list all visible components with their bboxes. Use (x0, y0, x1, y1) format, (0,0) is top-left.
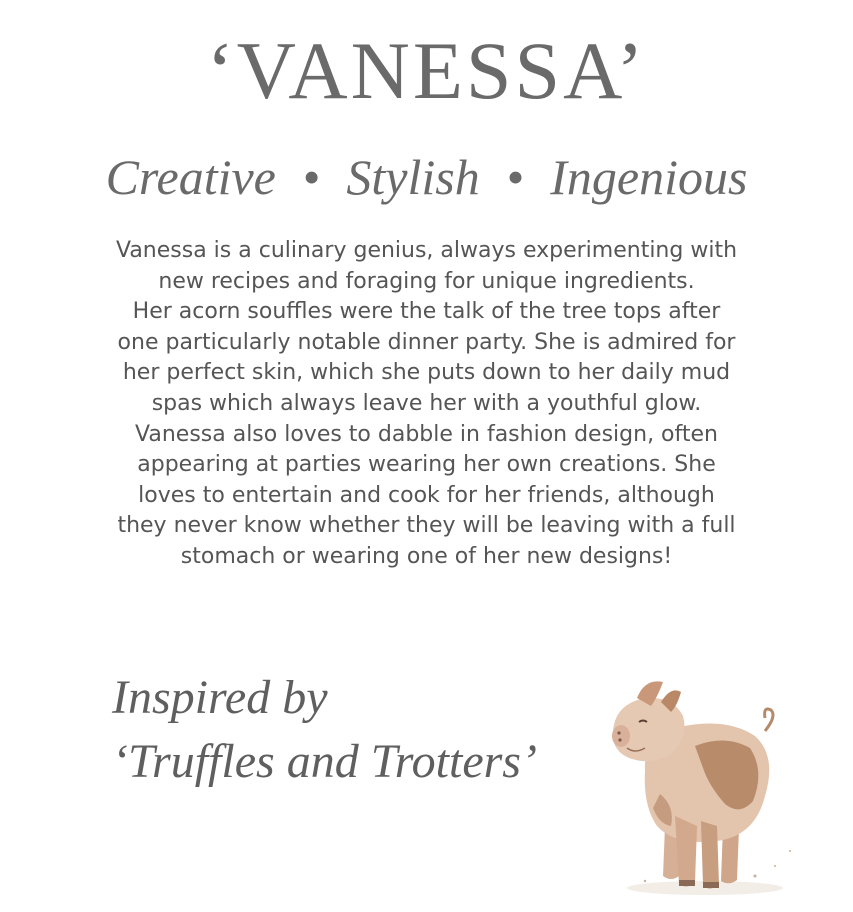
description-line: one particularly notable dinner party. She is admired for (117, 329, 736, 355)
description-line: her perfect skin, which she puts down to her daily mud (122, 360, 731, 386)
description-line: Vanessa also loves to dabble in fashion design, often (135, 421, 718, 447)
trait-creative: Creative (105, 149, 276, 205)
collection-name: ‘Truffles and Trotters’ (112, 735, 537, 788)
inspired-by-line: Inspired by (112, 671, 328, 724)
description-line: Her acorn souffles were the talk of the tree tops after (132, 299, 721, 325)
pig-illustration-icon (605, 676, 805, 901)
description-line: loves to entertain and cook for her friends, although (138, 482, 715, 508)
description-line: stomach or wearing one of her new designs! (180, 543, 673, 569)
description-paragraph (30, 236, 823, 573)
description-line: Vanessa is a culinary genius, always experimenting with (115, 238, 738, 263)
trait-separator: • (302, 149, 320, 205)
trait-separator: • (506, 149, 524, 205)
description-line: appearing at parties wearing her own creations. She (137, 452, 716, 478)
traits-line (0, 149, 853, 205)
trait-stylish: Stylish (346, 149, 480, 205)
inspired-by-caption (112, 666, 537, 794)
page-title: ‘VANESSA’ (206, 25, 647, 116)
trait-ingenious: Ingenious (550, 149, 748, 205)
description-line: they never know whether they will be leaving with a full (117, 513, 736, 539)
description-line: new recipes and foraging for unique ingredients. (158, 268, 695, 294)
description-line: spas which always leave her with a youthful glow. (151, 390, 702, 416)
